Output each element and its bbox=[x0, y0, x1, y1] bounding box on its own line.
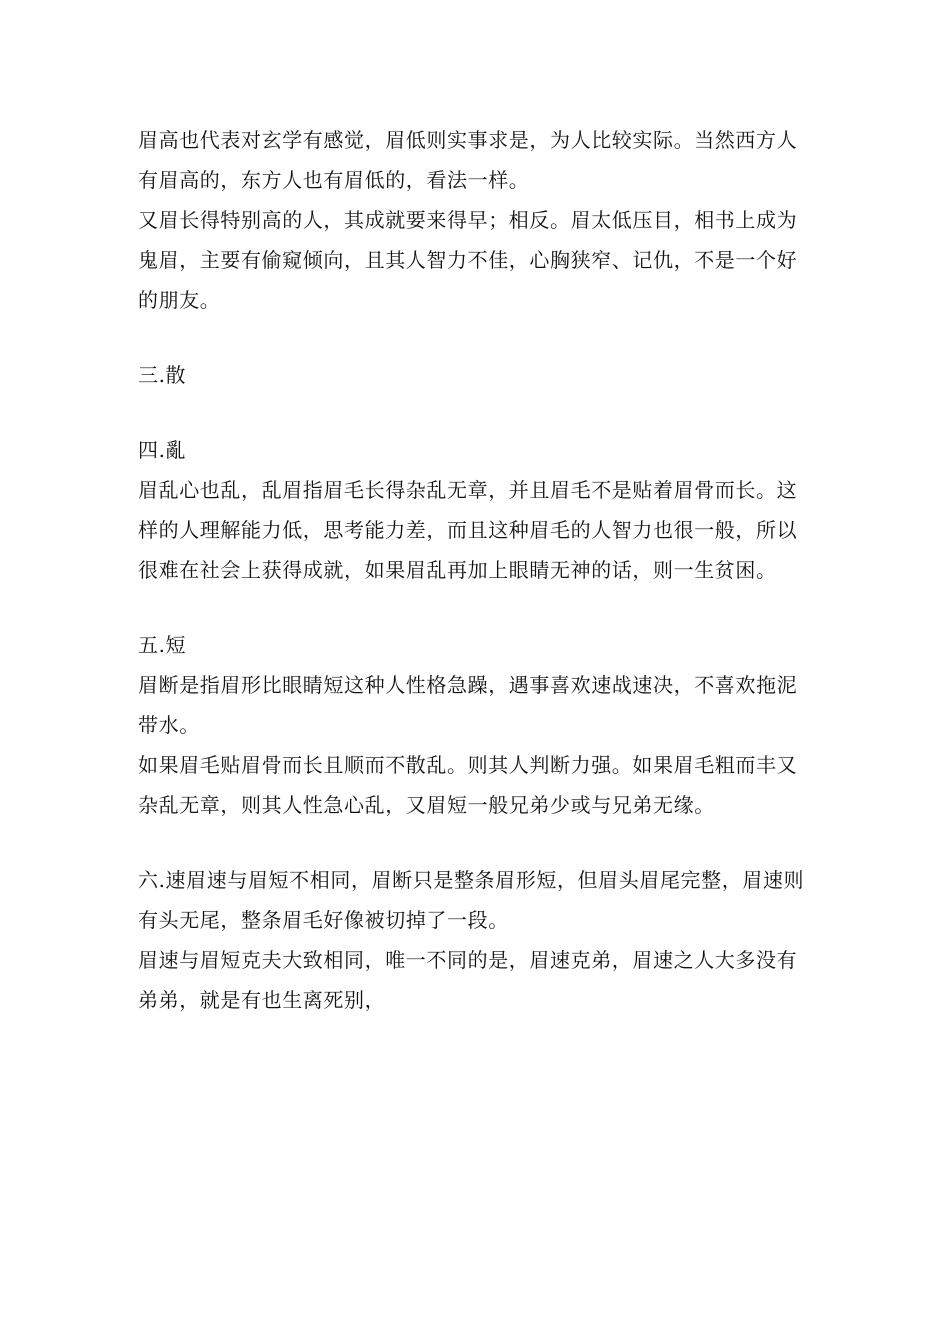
section-intro bbox=[138, 120, 808, 320]
paragraph: 如果眉毛贴眉骨而长且顺而不散乱。则其人判断力强。如果眉毛粗而丰又杂乱无章，则其人性急心乱，又眉短一般兄弟少或与兄弟无缘。 bbox=[138, 753, 798, 817]
section-duan bbox=[138, 625, 808, 825]
section-gap bbox=[138, 320, 808, 355]
paragraph: 眉速与眉短克夫大致相同，唯一不同的是，眉速克弟，眉速之人大多没有弟弟，就是有也生离死别， bbox=[138, 948, 798, 1012]
section-heading: 四.亂 bbox=[138, 438, 187, 462]
document-body bbox=[138, 120, 808, 1020]
section-luan bbox=[138, 430, 808, 590]
paragraph: 眉高也代表对玄学有感觉，眉低则实事求是，为人比较实际。当然西方人有眉高的，东方人也有眉低的，看法一样。 bbox=[138, 128, 798, 192]
paragraph: 六.速眉速与眉短不相同，眉断只是整条眉形短，但眉头眉尾完整，眉速则有头无尾，整条眉毛好像被切掉了一段。 bbox=[138, 868, 805, 932]
paragraph: 又眉长得特别高的人，其成就要来得早；相反。眉太低压目，相书上成为鬼眉，主要有偷窥倾向，且其人智力不佳，心胸狭窄、记仇，不是一个好的朋友。 bbox=[138, 208, 798, 312]
section-gap bbox=[138, 395, 808, 430]
paragraph: 眉乱心也乱，乱眉指眉毛长得杂乱无章，并且眉毛不是贴着眉骨而长。这样的人理解能力低，思考能力差，而且这种眉毛的人智力也很一般，所以很难在社会上获得成就，如果眉乱再加上眼睛无神的话，则一生贫困。 bbox=[138, 478, 798, 582]
paragraph: 眉断是指眉形比眼睛短这种人性格急躁，遇事喜欢速战速决，不喜欢拖泥带水。 bbox=[138, 673, 798, 737]
section-san bbox=[138, 355, 808, 395]
section-heading: 五.短 bbox=[138, 633, 187, 657]
section-heading: 三.散 bbox=[138, 363, 187, 387]
section-gap bbox=[138, 590, 808, 625]
section-su bbox=[138, 860, 808, 1020]
section-gap bbox=[138, 825, 808, 860]
